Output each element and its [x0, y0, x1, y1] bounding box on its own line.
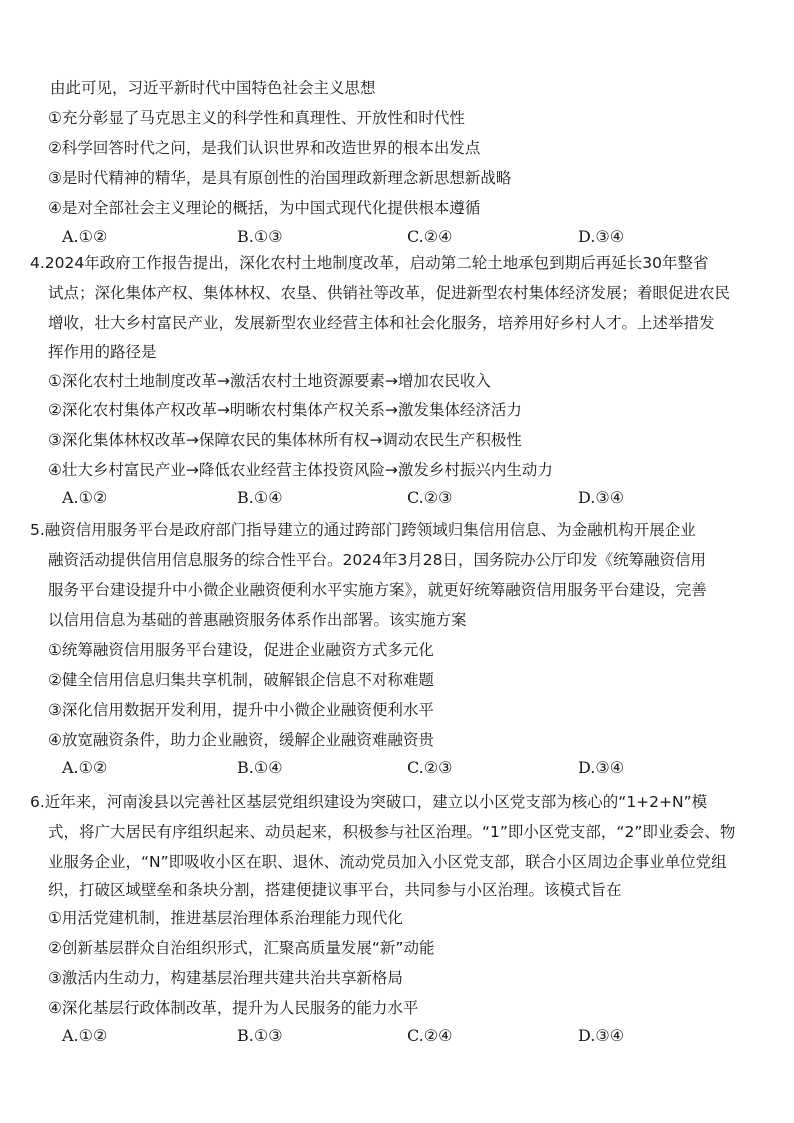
q4-item-4: ④壮大乡村富民产业→降低农业经营主体投资风险→激发乡村振兴内生动力 [48, 461, 553, 479]
q5-stem-line-3: 服务平台建设提升中小微企业融资便利水平实施方案》，就更好统筹融资信用服务平台建设，完善 [48, 581, 707, 599]
q3-options [62, 227, 702, 249]
q6-stem-line-1: 6.近年来，河南浚县以完善社区基层党组织建设为突破口，建立以小区党支部为核心的“1+2+N”模 [30, 793, 708, 811]
q6-option-d[interactable]: D.③④ [578, 1026, 625, 1045]
q6-stem-line-3: 业服务企业，“N”即吸收小区在职、退休、流动党员加入小区党支部，联合小区周边企事业单位党组 [48, 853, 727, 871]
q4-option-d[interactable]: D.③④ [578, 488, 625, 507]
q5-stem-line-1: 5.融资信用服务平台是政府部门指导建立的通过跨部门跨领域归集信用信息、为金融机构开展企业 [30, 521, 696, 539]
q4-stem-line-2: 试点；深化集体产权、集体林权、农垦、供销社等改革，促进新型农村集体经济发展；着眼促进农民 [48, 284, 731, 302]
q6-option-c[interactable]: C.②④ [407, 1026, 453, 1045]
q3-item-1: ①充分彰显了马克思主义的科学性和真理性、开放性和时代性 [48, 109, 465, 127]
q5-item-1: ①统筹融资信用服务平台建设，促进企业融资方式多元化 [48, 641, 434, 659]
q6-option-b[interactable]: B.①③ [237, 1026, 283, 1045]
q6-option-a[interactable]: A.①② [62, 1026, 108, 1045]
q6-options [62, 1026, 702, 1048]
q5-option-d[interactable]: D.③④ [578, 758, 625, 777]
q4-stem-line-3: 增收，壮大乡村富民产业，发展新型农业经营主体和社会化服务，培养用好乡村人才。上述举措发 [48, 314, 715, 332]
q5-option-a[interactable]: A.①② [62, 758, 108, 777]
q5-item-4: ④放宽融资条件，助力企业融资，缓解企业融资难融资贵 [48, 731, 434, 749]
q5-item-3: ③深化信用数据开发利用，提升中小微企业融资便利水平 [48, 701, 434, 719]
q4-item-3: ③深化集体林权改革→保障农民的集体林所有权→调动农民生产积极性 [48, 431, 522, 449]
q3-option-d[interactable]: D.③④ [578, 227, 625, 246]
q3-item-3: ③是时代精神的精华，是具有原创性的治国理政新理念新思想新战略 [48, 169, 512, 187]
q5-options [62, 758, 702, 780]
q3-item-2: ②科学回答时代之问，是我们认识世界和改造世界的根本出发点 [48, 139, 481, 157]
q4-options [62, 488, 702, 510]
q5-option-b[interactable]: B.①④ [237, 758, 283, 777]
q4-option-b[interactable]: B.①④ [237, 488, 283, 507]
q5-option-c[interactable]: C.②③ [407, 758, 453, 777]
q3-stem-tail: 由此可见，习近平新时代中国特色社会主义思想 [50, 79, 376, 97]
q6-item-1: ①用活党建机制，推进基层治理体系治理能力现代化 [48, 909, 403, 927]
q6-item-3: ③激活内生动力，构建基层治理共建共治共享新格局 [48, 969, 403, 987]
q6-stem-line-2: 式，将广大居民有序组织起来、动员起来，积极参与社区治理。“1”即小区党支部，“2”即业委会、物 [48, 823, 736, 841]
q6-item-4: ④深化基层行政体制改革，提升为人民服务的能力水平 [48, 999, 419, 1017]
q4-item-2: ②深化农村集体产权改革→明晰农村集体产权关系→激发集体经济活力 [48, 401, 522, 419]
q6-stem-line-4: 织，打破区域壁垒和条块分割，搭建便捷议事平台，共同参与小区治理。该模式旨在 [48, 881, 622, 899]
q4-option-c[interactable]: C.②③ [407, 488, 453, 507]
q3-option-b[interactable]: B.①③ [237, 227, 283, 246]
q6-item-2: ②创新基层群众自治组织形式，汇聚高质量发展“新”动能 [48, 939, 435, 957]
q4-option-a[interactable]: A.①② [62, 488, 108, 507]
q3-option-a[interactable]: A.①② [62, 227, 108, 246]
q4-stem-line-1: 4.2024年政府工作报告提出，深化农村土地制度改革，启动第二轮土地承包到期后再延长30年整省 [30, 254, 709, 272]
q3-option-c[interactable]: C.②④ [407, 227, 453, 246]
q4-stem-line-4: 挥作用的路径是 [48, 343, 157, 361]
q4-item-1: ①深化农村土地制度改革→激活农村土地资源要素→增加农民收入 [48, 372, 491, 390]
q3-item-4: ④是对全部社会主义理论的概括，为中国式现代化提供根本遵循 [48, 199, 481, 217]
q5-item-2: ②健全信用信息归集共享机制，破解银企信息不对称难题 [48, 671, 434, 689]
q5-stem-line-4: 以信用信息为基础的普惠融资服务体系作出部署。该实施方案 [48, 611, 467, 629]
q5-stem-line-2: 融资活动提供信用信息服务的综合性平台。2024年3月28日，国务院办公厅印发《统筹融资信用 [48, 551, 707, 569]
